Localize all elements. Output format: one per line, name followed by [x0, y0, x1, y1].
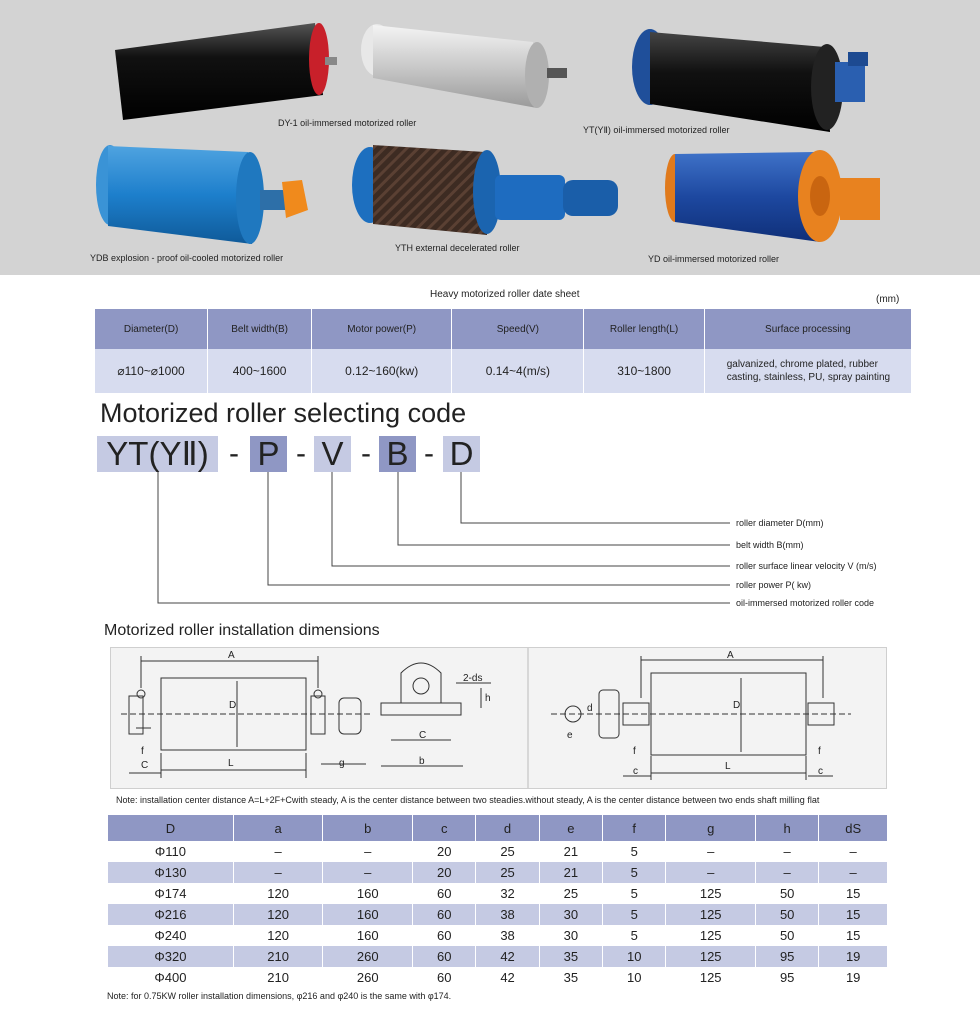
dimensions-table: [108, 815, 888, 988]
table-cell: 95: [756, 946, 819, 967]
dy1-roller-image: [105, 15, 345, 125]
spec-header-cell: Roller length(L): [584, 309, 704, 349]
table-cell: Φ110: [108, 841, 233, 862]
dim-label-f-right1: f: [633, 746, 636, 757]
dim-label-g: g: [339, 758, 345, 769]
dims-header-cell: f: [603, 815, 666, 841]
table-cell: 10: [603, 967, 666, 988]
dims-header-row: [108, 815, 888, 841]
table-cell: 19: [819, 946, 888, 967]
dims-header-cell: d: [476, 815, 539, 841]
legend-velocity: roller surface linear velocity V (m/s): [736, 561, 877, 571]
dim-label-h: h: [485, 693, 491, 704]
table-cell: 35: [539, 946, 602, 967]
spec-value-cell: 0.12~160(kw): [312, 349, 452, 393]
table-cell: 38: [476, 904, 539, 925]
caption-yth: YTH external decelerated roller: [395, 243, 520, 253]
caption-yt-yii: YT(YⅡ) oil-immersed motorized roller: [583, 125, 730, 135]
table-cell: 20: [413, 841, 476, 862]
dims-header-cell: a: [233, 815, 323, 841]
installation-title: Motorized roller installation dimensions: [104, 622, 380, 639]
dims-header-cell: h: [756, 815, 819, 841]
table-cell: –: [756, 841, 819, 862]
table-cell: –: [323, 862, 413, 883]
dim-label-a-right: A: [727, 650, 734, 661]
dims-header-cell: b: [323, 815, 413, 841]
spec-header-cell: Surface processing: [704, 309, 911, 349]
table-cell: 5: [603, 925, 666, 946]
code-leader-lines: [0, 470, 980, 610]
table-cell: 25: [476, 841, 539, 862]
table-row: [108, 946, 888, 967]
code-part-power: P: [250, 436, 287, 472]
spec-header-cell: Motor power(P): [312, 309, 452, 349]
code-separator: -: [296, 437, 306, 470]
table-cell: 60: [413, 946, 476, 967]
installation-drawings: [110, 647, 887, 789]
caption-yd: YD oil-immersed motorized roller: [648, 254, 780, 264]
table-cell: 120: [233, 883, 323, 904]
table-cell: –: [323, 841, 413, 862]
dim-label-c-left: C: [141, 760, 149, 771]
spec-value-row: [95, 349, 912, 393]
dims-header-cell: dS: [819, 815, 888, 841]
table-cell: –: [666, 841, 756, 862]
spec-value-cell: ⌀110~⌀1000: [95, 349, 208, 393]
table-cell: 5: [603, 862, 666, 883]
table-cell: Φ240: [108, 925, 233, 946]
dim-label-d-small: d: [587, 703, 593, 714]
dim-label-c-right2: c: [818, 766, 823, 777]
selecting-code-title: Motorized roller selecting code: [100, 398, 467, 428]
table-row: [108, 925, 888, 946]
table-cell: 125: [666, 904, 756, 925]
yth-roller-image: [345, 140, 625, 240]
code-part-diameter: D: [443, 436, 480, 472]
table-cell: 210: [233, 967, 323, 988]
dim-label-e: e: [567, 730, 573, 741]
table-cell: 50: [756, 883, 819, 904]
table-cell: 30: [539, 904, 602, 925]
table-cell: 42: [476, 967, 539, 988]
code-separator: -: [361, 437, 371, 470]
dims-note: Note: for 0.75KW roller installation dimensions, φ216 and φ240 is the same with φ174.: [107, 991, 452, 1001]
dims-header-cell: c: [413, 815, 476, 841]
table-cell: 60: [413, 967, 476, 988]
legend-power: roller power P( kw): [736, 580, 812, 590]
table-cell: 160: [323, 925, 413, 946]
table-cell: 32: [476, 883, 539, 904]
table-row: [108, 967, 888, 988]
table-cell: 260: [323, 946, 413, 967]
spec-header-cell: Diameter(D): [95, 309, 208, 349]
table-row: [108, 862, 888, 883]
code-separator: -: [424, 437, 434, 470]
table-cell: 15: [819, 904, 888, 925]
table-cell: 120: [233, 925, 323, 946]
table-cell: Φ216: [108, 904, 233, 925]
code-part-model: YT(YⅡ): [97, 436, 218, 472]
table-cell: 125: [666, 883, 756, 904]
table-cell: –: [666, 862, 756, 883]
table-cell: 15: [819, 925, 888, 946]
table-cell: 160: [323, 904, 413, 925]
table-cell: 125: [666, 967, 756, 988]
dim-label-c-mid: C: [419, 730, 427, 741]
table-cell: –: [819, 862, 888, 883]
table-cell: 5: [603, 841, 666, 862]
table-cell: 10: [603, 946, 666, 967]
table-cell: 21: [539, 862, 602, 883]
table-cell: –: [233, 862, 323, 883]
table-cell: Φ174: [108, 883, 233, 904]
table-cell: 125: [666, 925, 756, 946]
dim-label-c-right1: c: [633, 766, 638, 777]
product-gallery: [0, 0, 980, 275]
table-cell: 260: [323, 967, 413, 988]
dim-label-ds: 2-ds: [463, 673, 483, 684]
spec-value-cell: 310~1800: [584, 349, 704, 393]
table-cell: Φ320: [108, 946, 233, 967]
table-cell: Φ400: [108, 967, 233, 988]
ydb-roller-image: [90, 140, 320, 250]
table-cell: 125: [666, 946, 756, 967]
table-cell: 19: [819, 967, 888, 988]
table-row: [108, 841, 888, 862]
spec-sheet-table: [95, 309, 912, 393]
yd-roller-image: [660, 148, 890, 248]
spec-header-row: [95, 309, 912, 349]
table-cell: 20: [413, 862, 476, 883]
table-cell: 95: [756, 967, 819, 988]
yt-yii-roller-image: [620, 22, 890, 132]
installation-note: Note: installation center distance A=L+2F+Cwith steady, A is the center distance between two steadies.without steady, A is the center distance between two ends shaft milling flat: [116, 795, 820, 805]
caption-ydb: YDB explosion - proof oil-cooled motorized roller: [90, 253, 284, 263]
dim-label-d-right: D: [733, 700, 741, 711]
spec-value-cell: galvanized, chrome plated, rubber casting, stainless, PU, spray painting: [704, 349, 911, 393]
dims-header-cell: D: [108, 815, 233, 841]
dim-label-l-left: L: [228, 758, 234, 769]
table-cell: 25: [476, 862, 539, 883]
table-cell: 60: [413, 883, 476, 904]
caption-dy1: DY-1 oil-immersed motorized roller: [278, 118, 417, 128]
table-cell: 60: [413, 904, 476, 925]
table-cell: 5: [603, 904, 666, 925]
table-cell: 5: [603, 883, 666, 904]
table-cell: 35: [539, 967, 602, 988]
dim-label-f-right2: f: [818, 746, 821, 757]
spec-sheet-unit: (mm): [876, 294, 900, 305]
table-cell: –: [233, 841, 323, 862]
dim-label-f-left: f: [141, 746, 144, 757]
spec-value-cell: 0.14~4(m/s): [452, 349, 584, 393]
table-cell: 25: [539, 883, 602, 904]
table-cell: 60: [413, 925, 476, 946]
table-cell: 21: [539, 841, 602, 862]
code-separator: -: [229, 437, 239, 470]
table-cell: 50: [756, 925, 819, 946]
table-row: [108, 904, 888, 925]
table-cell: 30: [539, 925, 602, 946]
table-cell: 210: [233, 946, 323, 967]
spec-header-cell: Belt width(B): [208, 309, 312, 349]
spec-header-cell: Speed(V): [452, 309, 584, 349]
dim-label-b: b: [419, 756, 425, 767]
legend-belt-width: belt width B(mm): [736, 540, 804, 550]
table-cell: –: [756, 862, 819, 883]
code-part-belt-width: B: [379, 436, 416, 472]
legend-diameter: roller diameter D(mm): [736, 518, 824, 528]
table-cell: 120: [233, 904, 323, 925]
table-cell: 38: [476, 925, 539, 946]
dims-body: [108, 841, 888, 988]
dim-label-a-left: A: [228, 650, 235, 661]
table-cell: 15: [819, 883, 888, 904]
dims-header-cell: g: [666, 815, 756, 841]
dims-header-cell: e: [539, 815, 602, 841]
table-cell: 50: [756, 904, 819, 925]
table-cell: –: [819, 841, 888, 862]
legend-model-code: oil-immersed motorized roller code: [736, 598, 875, 608]
table-cell: 160: [323, 883, 413, 904]
spec-sheet-title: Heavy motorized roller date sheet: [430, 289, 580, 300]
spec-value-cell: 400~1600: [208, 349, 312, 393]
yt-silver-roller-image: [355, 20, 575, 115]
table-cell: Φ130: [108, 862, 233, 883]
dim-label-l-right: L: [725, 761, 731, 772]
dim-label-d-left: D: [229, 700, 237, 711]
code-part-velocity: V: [314, 436, 351, 472]
table-cell: 42: [476, 946, 539, 967]
table-row: [108, 883, 888, 904]
